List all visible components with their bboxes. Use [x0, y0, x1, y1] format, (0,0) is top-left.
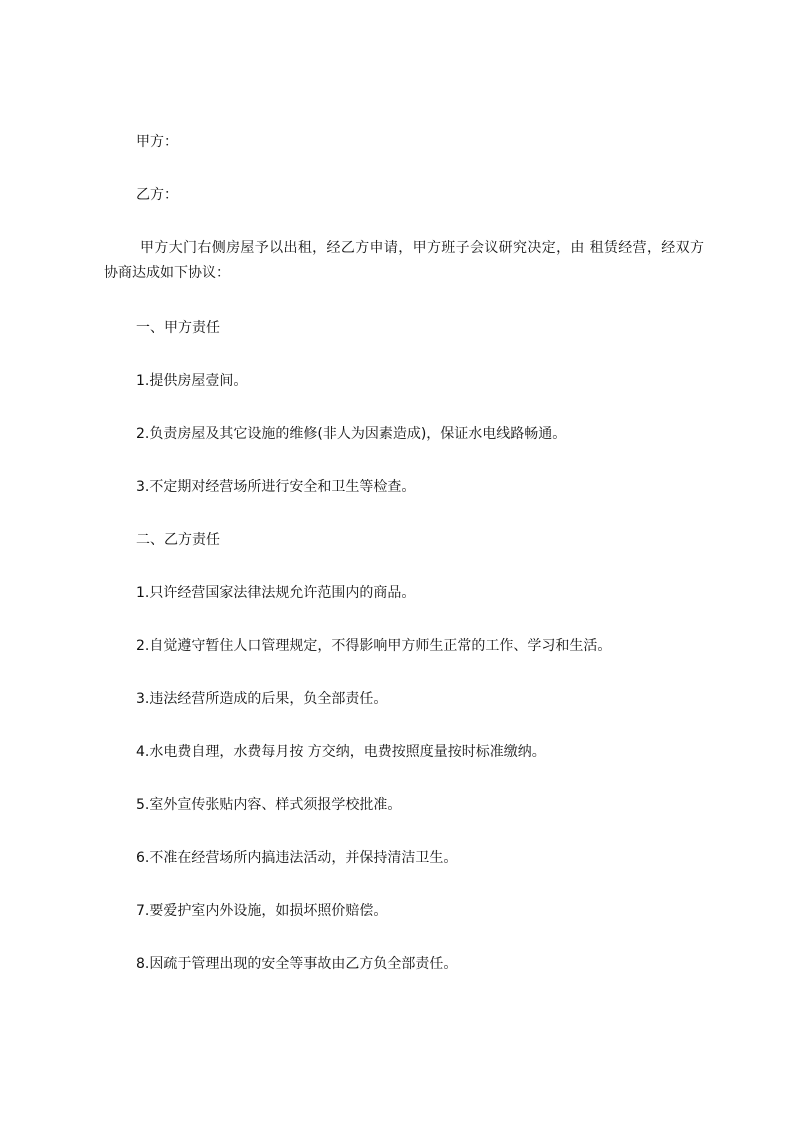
section-b-item-3: 3.违法经营所造成的后果，负全部责任。: [136, 691, 388, 707]
section-b-heading: 二、乙方责任: [136, 532, 220, 548]
section-b-item-8: 8.因疏于管理出现的安全等事故由乙方负全部责任。: [136, 956, 458, 972]
party-a-label: 甲方：: [136, 134, 178, 150]
section-a-item-3: 3.不定期对经营场所进行安全和卫生等检查。: [136, 479, 416, 495]
section-b-item-5: 5.室外宣传张贴内容、样式须报学校批准。: [136, 797, 402, 813]
section-b-item-2: 2.自觉遵守暂住人口管理规定，不得影响甲方师生正常的工作、学习和生活。: [136, 638, 612, 654]
section-b-item-6: 6.不准在经营场所内搞违法活动，并保持清洁卫生。: [136, 850, 458, 866]
section-b-item-7: 7.要爱护室内外设施，如损坏照价赔偿。: [136, 903, 388, 919]
section-a-heading: 一、甲方责任: [136, 320, 220, 336]
party-b-label: 乙方：: [136, 187, 178, 203]
section-a-item-1: 1.提供房屋壹间。: [136, 373, 248, 389]
section-b-item-1: 1.只许经营国家法律法规允许范围内的商品。: [136, 585, 416, 601]
intro-paragraph: 甲方大门右侧房屋予以出租，经乙方申请，甲方班子会议研究决定，由 租赁经营，经双方协商达成如下协议：: [104, 240, 704, 281]
section-b-item-4: 4.水电费自理，水费每月按 方交纳，电费按照度量按时标准缴纳。: [136, 744, 546, 760]
section-a-item-2: 2.负责房屋及其它设施的维修(非人为因素造成)，保证水电线路畅通。: [136, 426, 567, 442]
